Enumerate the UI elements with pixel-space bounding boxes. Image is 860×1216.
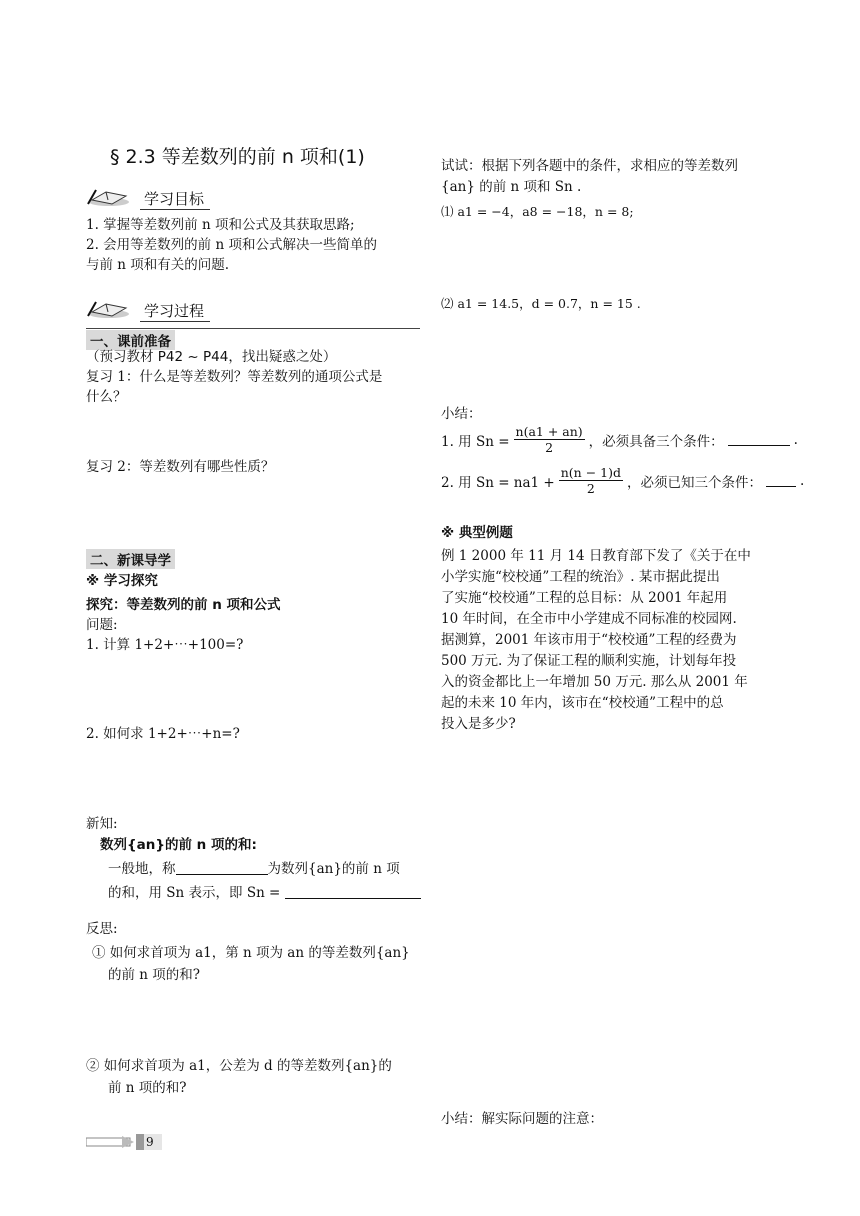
prep-heading: 一、课前准备 [86, 330, 175, 350]
try-line-a: 试试：根据下列各题中的条件，求相应的等差数列 [441, 158, 738, 174]
summary-formula-2: 2. 用 Sn = na1 + $\frac{n(n - 1)d}{2}$ ，必须已知三个条件： . [441, 465, 805, 496]
question-2: 2. 如何求 1+2+⋯+n=? [86, 726, 240, 742]
reflect-label: 反思: [86, 921, 118, 937]
summary-blank-1[interactable] [728, 433, 790, 446]
goal-item-1: 1. 掌握等差数列前 n 项和公式及其获取思路; [86, 217, 355, 233]
example-line: 起的未来 10 年内，该市在“校校通”工程中的总 [441, 695, 724, 711]
definition-line-1: 一般地，称 为数列{an}的前 n 项 [108, 861, 400, 877]
preview-note: （预习教材 P42 ~ P44，找出疑惑之处） [86, 349, 337, 365]
page-title: § 2.3 等差数列的前 n 项和(1) [110, 146, 365, 168]
try-item-2: ⑵ a1 = 14.5，d = 0.7，n = 15 . [441, 296, 641, 311]
review-1b: 什么？ [86, 389, 127, 405]
process-heading: 学习过程 [86, 298, 210, 321]
final-summary: 小结：解实际问题的注意： [441, 1111, 603, 1127]
reflect-1a: ① 如何求首项为 a1，第 n 项为 an 的等差数列{an} [92, 945, 410, 961]
reflect-2b: 前 n 项的和? [108, 1080, 187, 1096]
example-line: 据测算，2001 年该市用于“校校通”工程的经费为 [441, 632, 737, 648]
goal-item-2b: 与前 n 项和有关的问题. [86, 257, 230, 273]
example-line: 例 1 2000 年 11 月 14 日教育部下发了《关于在中 [441, 548, 751, 564]
question-label: 问题: [86, 617, 118, 633]
newknow-label: 新知: [86, 816, 118, 832]
divider [86, 328, 420, 329]
definition-line-2: 的和，用 Sn 表示，即 Sn = [108, 884, 421, 903]
summary-label: 小结： [441, 406, 482, 422]
summary-blank-2[interactable] [766, 474, 796, 487]
try-item-1: ⑴ a1 = −4，a8 = −18，n = 8; [441, 204, 634, 219]
newknow-title: 数列{an}的前 n 项的和: [100, 837, 257, 853]
definition-blank-1[interactable] [176, 862, 268, 875]
review-1a: 复习 1：什么是等差数列？等差数列的通项公式是 [86, 369, 383, 385]
book-pen-icon [86, 298, 132, 320]
example-line: 500 万元. 为了保证工程的顺利实施，计划每年投 [441, 653, 737, 669]
example-line: 入的资金都比上一年增加 50 万元. 那么从 2001 年 [441, 674, 748, 690]
explore-title: 探究：等差数列的前 n 项和公式 [86, 597, 281, 613]
question-1: 1. 计算 1+2+⋯+100=? [86, 637, 244, 653]
reflect-2a: ② 如何求首项为 a1，公差为 d 的等差数列{an}的 [86, 1058, 392, 1074]
example-line: 10 年时间，在全市中小学建成不同标准的校园网. [441, 611, 737, 627]
try-line-b: {an} 的前 n 项和 Sn . [441, 179, 582, 195]
example-line: 了实施“校校通”工程的总目标：从 2001 年起用 [441, 590, 728, 606]
goals-heading: 学习目标 [86, 186, 210, 209]
goal-item-2a: 2. 会用等差数列的前 n 项和公式解决一些简单的 [86, 237, 377, 253]
review-2: 复习 2：等差数列有哪些性质？ [86, 459, 275, 475]
reflect-1b: 的前 n 项的和? [108, 967, 201, 983]
page-number: 9 [146, 1135, 154, 1149]
newlesson-heading: 二、新课导学 [86, 549, 175, 569]
example-line: 投入是多少? [441, 716, 516, 732]
example-heading: ※ 典型例题 [441, 525, 513, 541]
definition-blank-2[interactable] [285, 886, 421, 899]
book-pen-icon [86, 186, 132, 208]
summary-formula-1: 1. 用 Sn = $\frac{n(a1 + an)}{2}$ ，必须具备三个条件： . [441, 424, 798, 455]
explore-heading: ※ 学习探究 [86, 573, 158, 589]
example-line: 小学实施“校校通”工程的统治》. 某市据此提出 [441, 569, 720, 585]
example-1 [441, 546, 781, 735]
